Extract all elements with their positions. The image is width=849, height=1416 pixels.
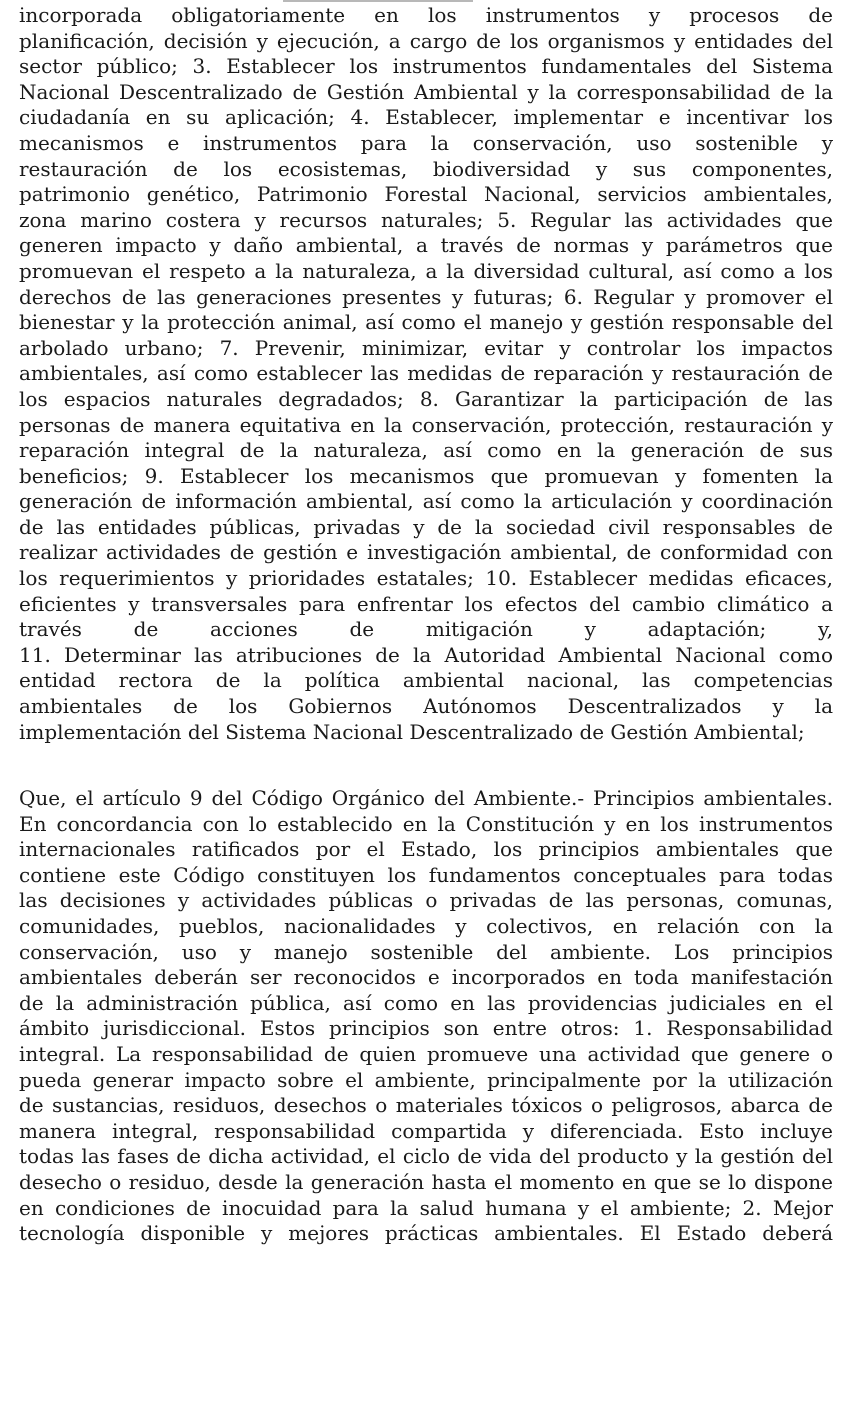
text-line: generen impacto y daño ambiental, a través de normas y parámetros que [19,233,833,258]
text-line: reparación integral de la naturaleza, así como en la generación de sus [19,438,833,463]
text-line: los espacios naturales degradados; 8. Garantizar la participación de las [19,386,833,411]
text-line: zona marino costera y recursos naturales; 5. Regular las actividades que [19,207,833,232]
text-line: las decisiones y actividades públicas o privadas de las personas, comunas, [19,888,833,913]
text-line: ambientales de los Gobiernos Autónomos Descentralizados y la [19,694,833,719]
text-line: internacionales ratificados por el Estado, los principios ambientales que [19,837,833,862]
text-line: realizar actividades de gestión e investigación ambiental, de conformidad con [19,540,833,565]
text-line: 11. Determinar las atribuciones de la Autoridad Ambiental Nacional como [19,642,833,667]
text-line: los requerimientos y prioridades estatales; 10. Establecer medidas eficaces, [19,566,833,591]
text-line: desecho o residuo, desde la generación hasta el momento en que se lo dispone [19,1169,833,1194]
text-line: beneficios; 9. Establecer los mecanismos que promuevan y fomenten la [19,463,833,488]
paragraph-objectives [19,3,833,745]
text-line: derechos de las generaciones presentes y futuras; 6. Regular y promover el [19,284,833,309]
text-line: todas las fases de dicha actividad, el ciclo de vida del producto y la gestión del [19,1144,833,1169]
text-line: comunidades, pueblos, nacionalidades y colectivos, en relación con la [19,913,833,938]
text-line: pueda generar impacto sobre el ambiente, principalmente por la utilización [19,1067,833,1092]
text-line: mecanismos e instrumentos para la conservación, uso sostenible y [19,130,833,155]
text-line: en condiciones de inocuidad para la salud humana y el ambiente; 2. Mejor [19,1195,833,1220]
text-line: conservación, uso y manejo sostenible del ambiente. Los principios [19,939,833,964]
text-line: manera integral, responsabilidad compartida y diferenciada. Esto incluye [19,1118,833,1143]
paragraph-article-9 [19,786,833,1247]
text-line: de sustancias, residuos, desechos o materiales tóxicos o peligrosos, abarca de [19,1093,833,1118]
text-line: Nacional Descentralizado de Gestión Ambiental y la corresponsabilidad de la [19,79,833,104]
text-line: tecnología disponible y mejores prácticas ambientales. El Estado deberá [19,1221,833,1246]
text-line: restauración de los ecosistemas, biodiversidad y sus componentes, [19,156,833,181]
text-line: arbolado urbano; 7. Prevenir, minimizar, evitar y controlar los impactos [19,335,833,360]
text-line: planificación, decisión y ejecución, a cargo de los organismos y entidades del [19,28,833,53]
text-line: de la administración pública, así como en las providencias judiciales en el [19,990,833,1015]
text-line: sector público; 3. Establecer los instrumentos fundamentales del Sistema [19,54,833,79]
text-line: ámbito jurisdiccional. Estos principios son entre otros: 1. Responsabilidad [19,1016,833,1041]
text-line: personas de manera equitativa en la conservación, protección, restauración y [19,412,833,437]
text-line: integral. La responsabilidad de quien promueve una actividad que genere o [19,1041,833,1066]
text-line: generación de información ambiental, así como la articulación y coordinación [19,489,833,514]
text-line: entidad rectora de la política ambiental nacional, las competencias [19,668,833,693]
text-line: ciudadanía en su aplicación; 4. Establecer, implementar e incentivar los [19,105,833,130]
text-line: contiene este Código constituyen los fundamentos conceptuales para todas [19,862,833,887]
text-line: En concordancia con lo establecido en la Constitución y en los instrumentos [19,811,833,836]
text-line: implementación del Sistema Nacional Descentralizado de Gestión Ambiental; [19,719,805,744]
top-divider [283,0,473,2]
text-line: patrimonio genético, Patrimonio Forestal Nacional, servicios ambientales, [19,182,833,207]
text-line: bienestar y la protección animal, así como el manejo y gestión responsable del [19,310,833,335]
text-line: través de acciones de mitigación y adaptación; y, [19,617,833,642]
text-line: de las entidades públicas, privadas y de la sociedad civil responsables de [19,514,833,539]
text-line: ambientales, así como establecer las medidas de reparación y restauración de [19,361,833,386]
text-line: ambientales deberán ser reconocidos e incorporados en toda manifestación [19,965,833,990]
text-line: eficientes y transversales para enfrentar los efectos del cambio climático a [19,591,833,616]
text-line: Que, el artículo 9 del Código Orgánico del Ambiente.- Principios ambientales. [19,786,833,810]
text-line: incorporada obligatoriamente en los instrumentos y procesos de [19,3,833,27]
text-line: promuevan el respeto a la naturaleza, a la diversidad cultural, así como a los [19,258,833,283]
